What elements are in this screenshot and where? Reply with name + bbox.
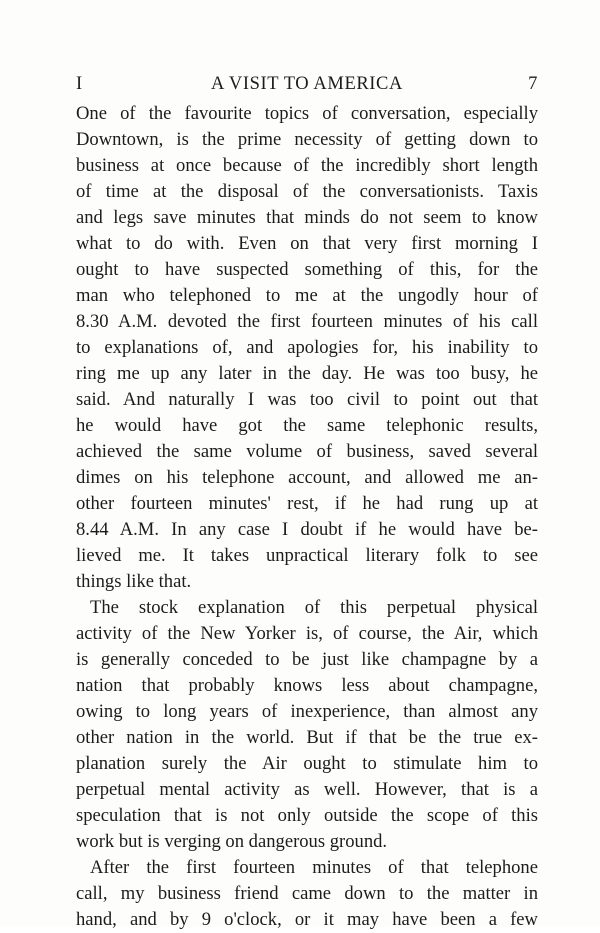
page-number: 7 xyxy=(528,74,538,94)
text-line: business at once because of the incredibly short length xyxy=(76,155,538,176)
text-line: lieved me. It takes unpractical literary folk to see xyxy=(76,545,538,566)
text-line: After the first fourteen minutes of that telephone xyxy=(90,857,538,878)
text-line: call, my business friend came down to the matter in xyxy=(76,883,538,904)
text-line: planation surely the Air ought to stimulate him to xyxy=(76,753,538,774)
text-line: and legs save minutes that minds do not seem to know xyxy=(76,207,538,228)
paragraph xyxy=(76,101,538,595)
text-line: things like that. xyxy=(76,571,192,592)
text-line: activity of the New Yorker is, of course, the Air, which xyxy=(76,623,538,644)
paragraph xyxy=(76,855,538,933)
text-line: of time at the disposal of the conversationists. Taxis xyxy=(76,181,538,202)
body-text xyxy=(76,101,538,933)
text-line: he would have got the same telephonic results, xyxy=(76,415,538,436)
text-line: perpetual mental activity as well. However, that is a xyxy=(76,779,538,800)
running-title: A VISIT TO AMERICA xyxy=(211,74,403,94)
text-line: achieved the same volume of business, saved several xyxy=(76,441,538,462)
text-line: ought to have suspected something of this, for the xyxy=(76,259,538,280)
text-line: man who telephoned to me at the ungodly hour of xyxy=(76,285,538,306)
text-line: 8.30 A.M. devoted the first fourteen minutes of his call xyxy=(76,311,538,332)
text-line: ring me up any later in the day. He was too busy, he xyxy=(76,363,538,384)
running-head xyxy=(76,72,538,96)
text-line: dimes on his telephone account, and allowed me an- xyxy=(76,467,538,488)
text-line: work but is verging on dangerous ground. xyxy=(76,831,388,852)
text-line: speculation that is not only outside the scope of this xyxy=(76,805,538,826)
paragraph xyxy=(76,595,538,855)
text-line: other fourteen minutes' rest, if he had rung up at xyxy=(76,493,538,514)
text-line: nation that probably knows less about champagne, xyxy=(76,675,538,696)
text-line: 8.44 A.M. In any case I doubt if he would have be- xyxy=(76,519,538,540)
text-line: is generally conceded to be just like champagne by a xyxy=(76,649,538,670)
text-line: hand, and by 9 o'clock, or it may have been a few xyxy=(76,909,538,930)
text-line: to explanations of, and apologies for, his inability to xyxy=(76,337,538,358)
text-line: other nation in the world. But if that be the true ex- xyxy=(76,727,538,748)
section-numeral: I xyxy=(76,74,83,94)
text-line: The stock explanation of this perpetual physical xyxy=(90,597,538,618)
text-line: owing to long years of inexperience, than almost any xyxy=(76,701,538,722)
text-line: Downtown, is the prime necessity of getting down to xyxy=(76,129,538,150)
text-line: One of the favourite topics of conversation, especially xyxy=(76,103,538,124)
text-line: said. And naturally I was too civil to point out that xyxy=(76,389,538,410)
text-line: what to do with. Even on that very first morning I xyxy=(76,233,538,254)
